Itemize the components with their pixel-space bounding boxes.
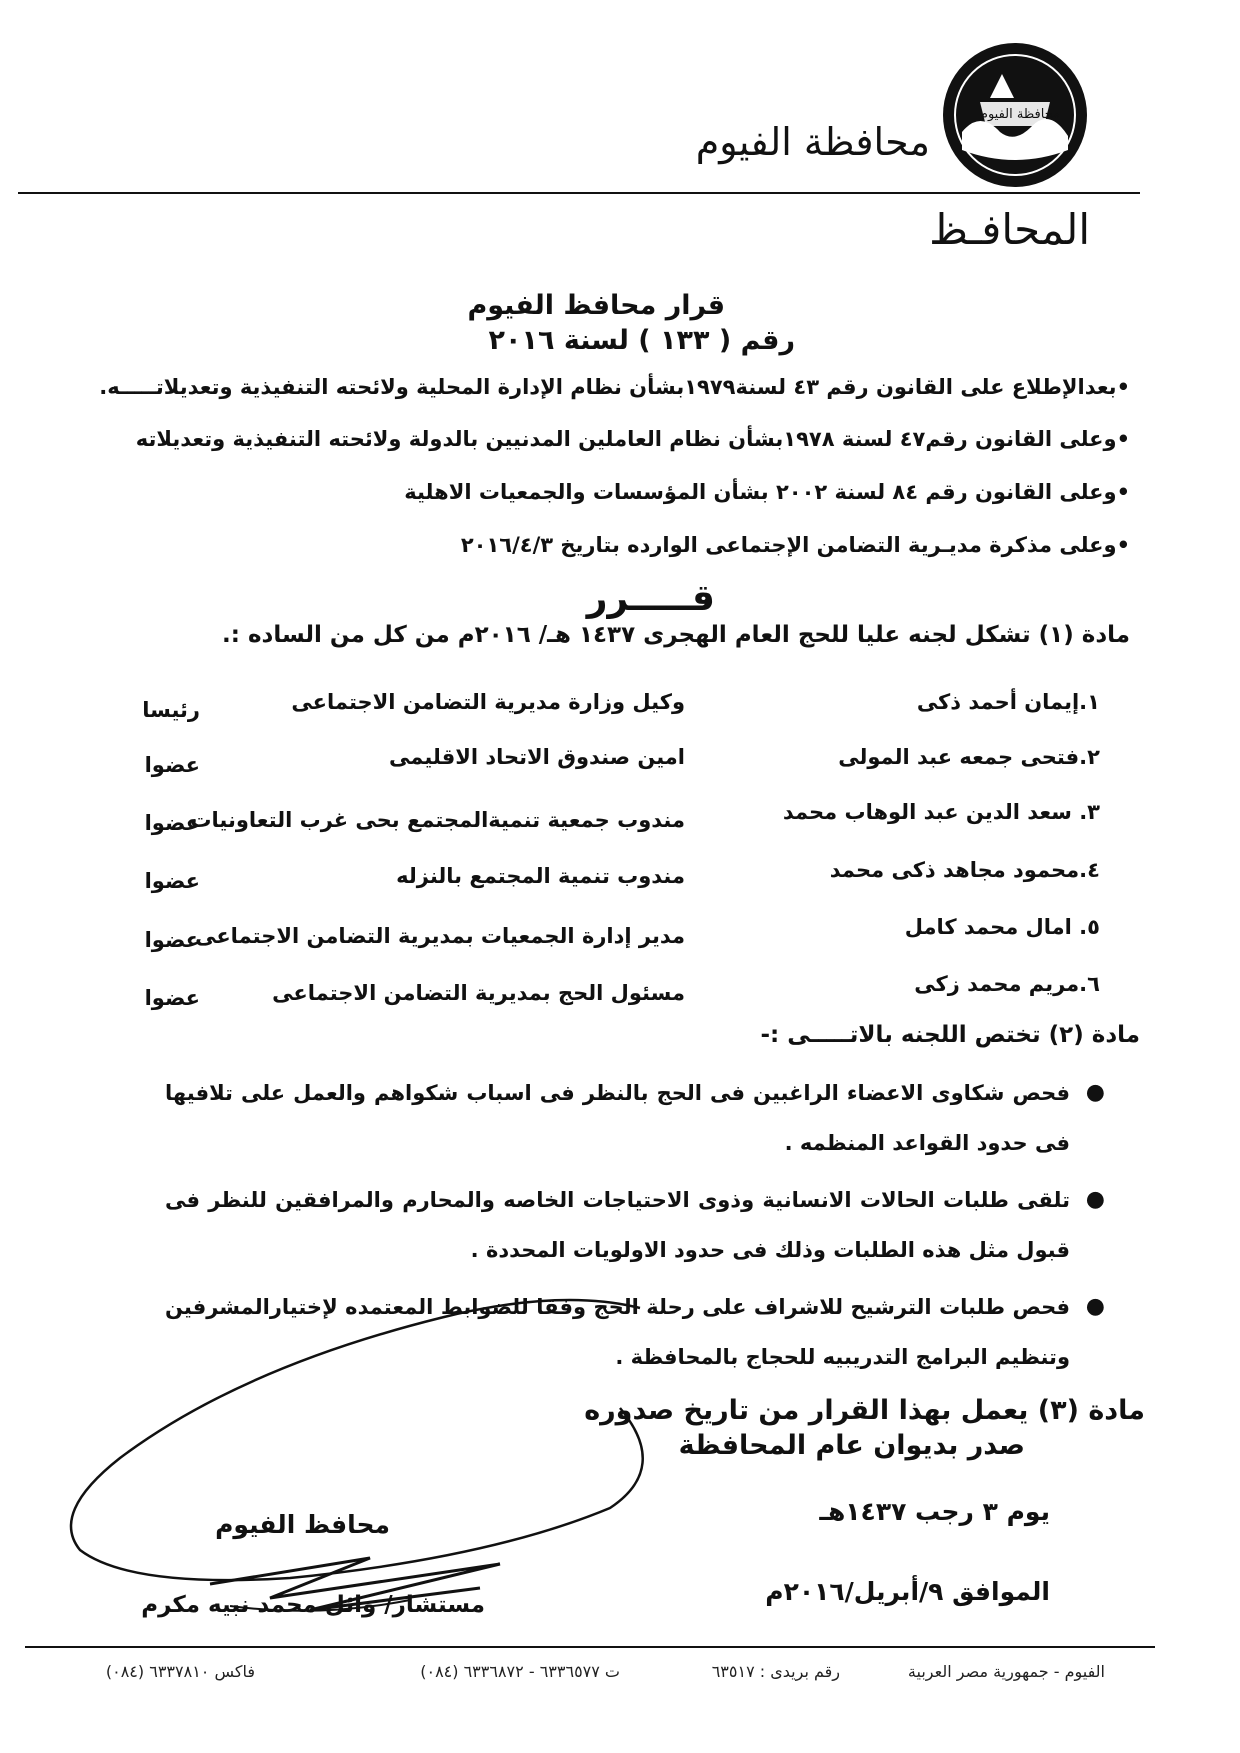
article-2-item: فحص طلبات الترشيح للاشراف على رحلة الحج وفقا للضوابط المعتمده لإختيارالمشرفين وتنظيم البرامج التدريبيه للحجاج بالمحافظة . (165, 1295, 1070, 1369)
member-role: مسئول الحج بمديرية التضامن الاجتماعى (272, 981, 685, 1005)
member-role: مدير إدارة الجمعيات بمديرية التضامن الاجتماعى (195, 924, 685, 948)
bullet-icon: ● (1085, 1080, 1105, 1105)
footer-address: الفيوم - جمهورية مصر العربية (907, 1662, 1105, 1681)
member-role: امين صندوق الاتحاد الاقليمى (389, 745, 685, 769)
header-divider (18, 192, 1140, 194)
governorate-seal-logo (940, 40, 1090, 190)
article-2-item: فحص شكاوى الاعضاء الراغبين فى الحج بالنظر فى اسباب شكواهم والعمل على تلافيها فى حدود القواعد المنظمه . (165, 1081, 1070, 1155)
bullet-icon: ● (1085, 1294, 1105, 1319)
article-1-heading: مادة (١) تشكل لجنه عليا للحج العام الهجرى ١٤٣٧ هـ/ ٢٠١٦م من كل من الساده :. (222, 622, 1130, 648)
seal-text: محافظة الفيوم (979, 107, 1061, 122)
preamble-item: •بعدالإطلاع على القانون رقم ٤٣ لسنة١٩٧٩بشأن نظام الإدارة المحلية ولائحته التنفيذية وتعديلاتـــــه. (99, 375, 1130, 399)
issued-statement: صدر بديوان عام المحافظة (678, 1430, 1025, 1461)
footer-fax: فاكس ٦٣٣٧٨١٠ (٠٨٤) (105, 1662, 255, 1681)
footer-divider (25, 1646, 1155, 1648)
member-status: عضوا (144, 811, 200, 835)
signatory-title: محافظ الفيوم (215, 1510, 390, 1539)
footer-phones: ت ٦٣٣٦٥٧٧ - ٦٣٣٦٨٧٢ (٠٨٤) (420, 1662, 620, 1681)
hijri-date: يوم ٣ رجب ١٤٣٧هـ (819, 1497, 1050, 1526)
gregorian-date: الموافق ٩/أبريل/٢٠١٦م (765, 1577, 1050, 1606)
article-2-heading: مادة (٢) تختص اللجنه بالاتـــــى :- (760, 1022, 1140, 1048)
governorate-name: محافظة الفيوم (695, 120, 930, 164)
handwritten-signature (60, 1288, 650, 1633)
member-role: مندوب تنمية المجتمع بالنزله (396, 864, 685, 888)
decree-title: قرار محافظ الفيوم (467, 290, 725, 321)
member-name: ٥. امال محمد كامل (904, 915, 1100, 939)
decides-heading: قـــــرر (586, 578, 715, 619)
member-role: وكيل وزارة مديرية التضامن الاجتماعى (291, 690, 685, 714)
bullet-icon: ● (1085, 1187, 1105, 1212)
decree-number: رقم ( ١٣٣ ) لسنة ٢٠١٦ (488, 325, 795, 356)
preamble-item: •وعلى القانون رقم ٨٤ لسنة ٢٠٠٢ بشأن المؤسسات والجمعيات الاهلية (404, 480, 1130, 504)
member-status: عضوا (144, 986, 200, 1010)
preamble-item: •وعلى القانون رقم٤٧ لسنة ١٩٧٨بشأن نظام العاملين المدنيين بالدولة ولائحته التنفيذية وتعديلاته (135, 427, 1130, 451)
member-name: ٣. سعد الدين عبد الوهاب محمد (782, 800, 1100, 824)
member-name: ١.إيمان أحمد ذكى (916, 690, 1100, 714)
footer-postal: رقم بريدى : ٦٣٥١٧ (711, 1662, 840, 1681)
signatory-name: مستشار/ وائل محمد نبيه مكرم (141, 1592, 485, 1618)
office-title: المحافـظ (929, 205, 1090, 254)
article-3-heading: مادة (٣) يعمل بهذا القرار من تاريخ صدوره (584, 1395, 1145, 1426)
member-status: رئيسا (142, 698, 200, 722)
member-status: عضوا (144, 869, 200, 893)
member-status: عضوا (144, 928, 200, 952)
member-role: مندوب جمعية تنميةالمجتمع بحى غرب التعاونيات (190, 808, 685, 832)
member-name: ٦.مريم محمد زكى (914, 972, 1100, 996)
preamble-item: •وعلى مذكرة مديـرية التضامن الإجتماعى الوارده بتاريخ ٢٠١٦/٤/٣ (460, 533, 1130, 557)
article-2-item: تلقى طلبات الحالات الانسانية وذوى الاحتياجات الخاصه والمحارم والمرافقين للنظر فى قبول مثل هذه الطلبات وذلك فى حدود الاولويات المحددة . (165, 1188, 1070, 1262)
member-name: ٢.فتحى جمعه عبد المولى (838, 745, 1100, 769)
member-status: عضوا (144, 753, 200, 777)
member-name: ٤.محمود مجاهد ذكى محمد (829, 858, 1100, 882)
